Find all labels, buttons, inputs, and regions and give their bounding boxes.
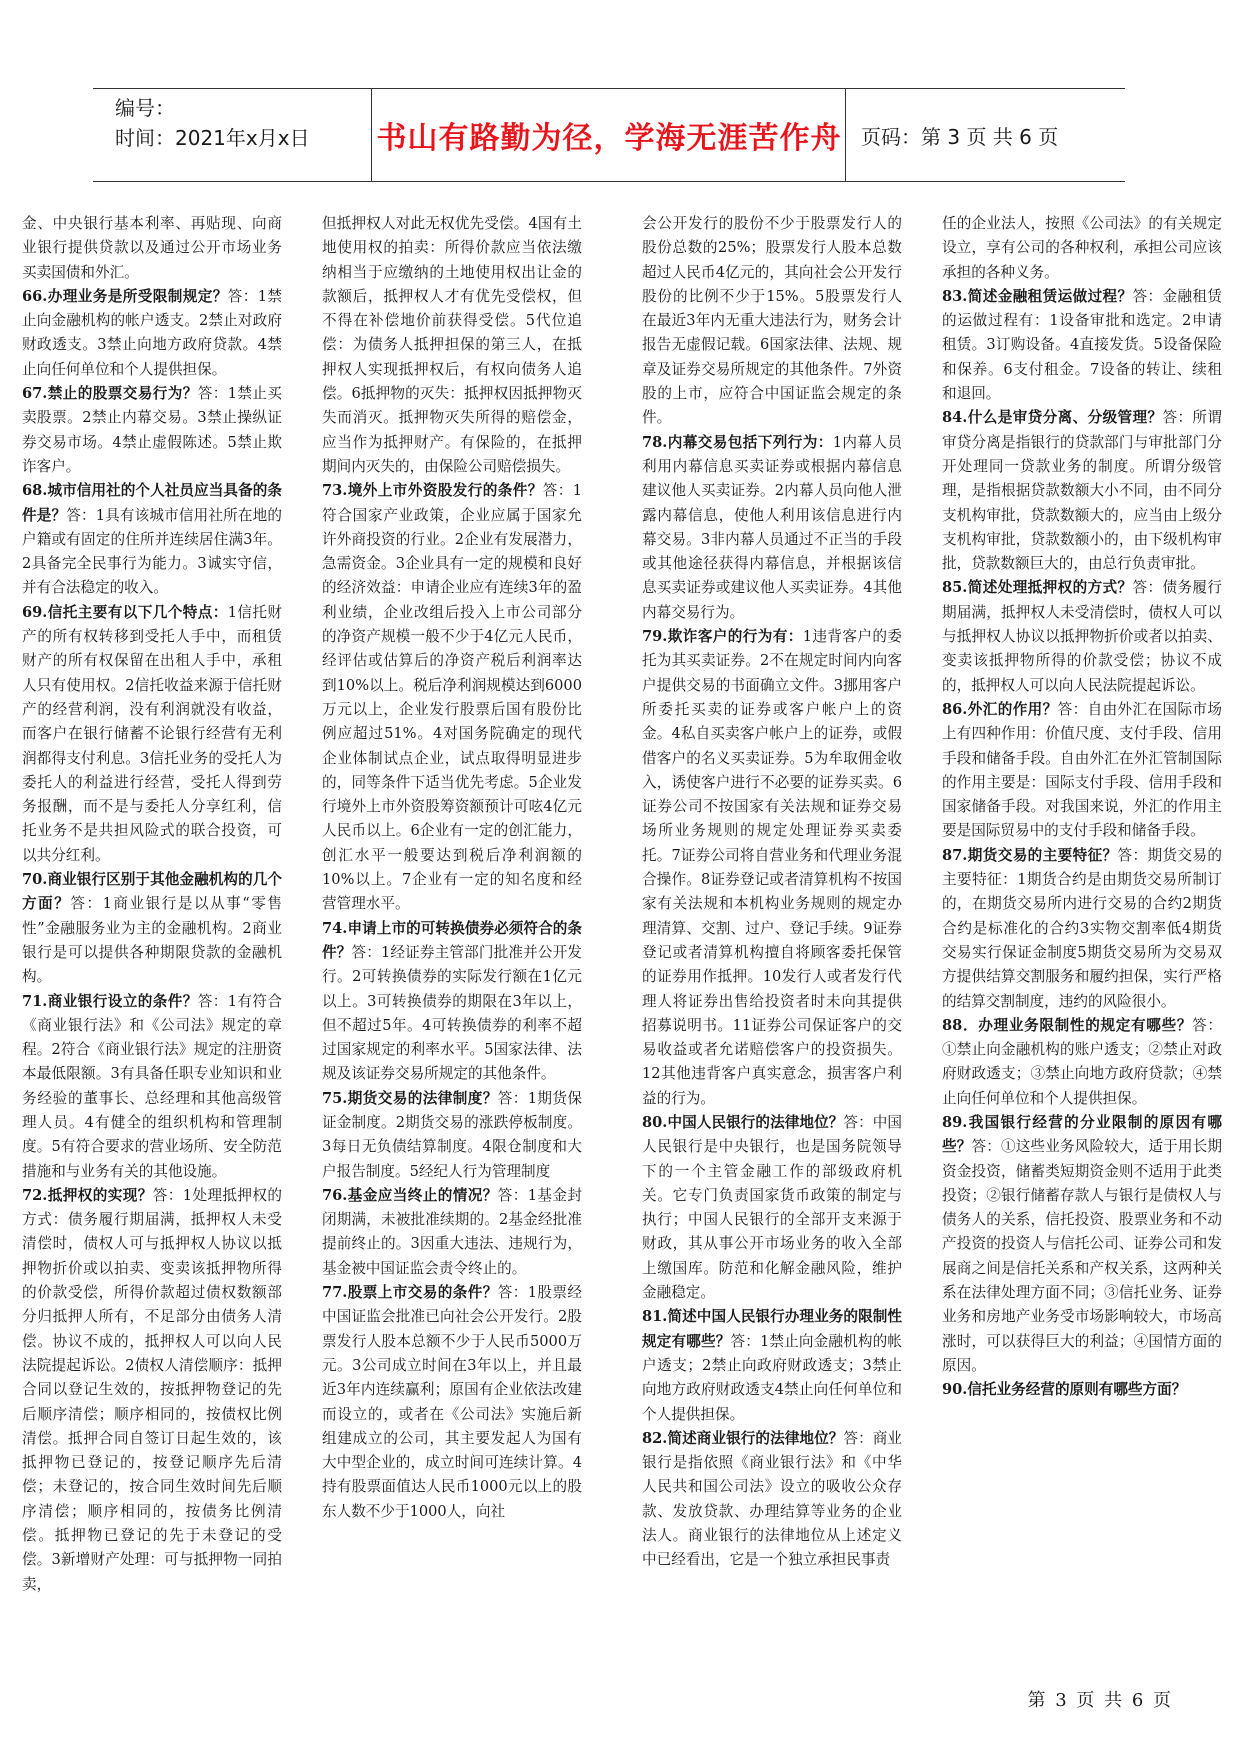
question-heading: 90.信托业务经营的原则有哪些方面？ [942, 1381, 1187, 1399]
qa-paragraph [942, 285, 1222, 406]
header-divider-left [371, 89, 372, 181]
answer-text: 答：1商业银行是以从事“零售性”金融服务业为主的金融机构。2商业银行是可以提供各种期限贷款的金融机构。 [22, 895, 282, 986]
answer-text: 答：1禁止向金融机构的帐户透支；2禁止向政府财政透支；3禁止向地方政府财政透支4禁止向任何单位和个人提供担保。 [642, 1332, 902, 1423]
qa-paragraph [642, 431, 902, 625]
answer-text: 会公开发行的股份不少于股票发行人的股份总数的25%；股票发行人股本总数超过人民币4亿元的，其向社会公开发行股份的比例不少于15%。5股票发行人在最近3年内无重大违法行为，财务会计报告无虚假记载。6国家法律、法规、规章及证券交易所规定的其他条件。7外资股的上市，应符合中国证监会规定的条件。 [642, 215, 902, 427]
question-heading: 87.期货交易的主要特征？ [942, 846, 1118, 864]
qa-paragraph [322, 212, 582, 479]
header-divider-right [845, 89, 846, 181]
qa-paragraph [942, 576, 1222, 697]
answer-text: 答：1符合国家产业政策，企业应属于国家允许外商投资的行业。2企业有发展潜力，急需资金。3企业具有一定的规模和良好的经济效益：申请企业应有连续3年的盈利业绩，企业改组后投入上市公司部分的净资产规模一般不少于4亿元人民币，经评估或估算后的净资产税后利润率达到10%以上。税后净利润规模达到6000万元以上，企业发行股票后国有股份比例应超过51%。4对国务院确定的现代企业体制试点企业，试点取得明显进步的，同等条件下适当优先考虑。5企业发行境外上市外资股筹资额预计可呟4亿元人民币以上。6企业有一定的创汇能力，创汇水平一般要达到税后净利润额的10%以上。7企业有一定的知名度和经营管理水平。 [322, 482, 582, 913]
question-heading: 88．办理业务限制性的规定有哪些？ [942, 1016, 1193, 1034]
question-heading: 72.抵押权的实现？ [22, 1186, 153, 1204]
question-heading: 79.欺诈客户的行为有： [642, 628, 803, 646]
answer-text: 1违背客户的委托为其买卖证券。2不在规定时间内向客户提供交易的书面确立文件。3挪用客户所委托买卖的证券或客户帐户上的资金。4私自买卖客户帐户上的证券，或假借客户的名义买卖证券。5为牟取佣金收入，诱使客户进行不必要的证券买卖。6证券公司不按国家有关法规和证券交易场所业务规则的规定处理证券买卖委托。7证券公司将自营业务和代理业务混合操作。8证券登记或者清算机构不按国家有关法规和本机构业务规则的规定办理清算、交割、过户、登记手续。9证券登记或者清算机构擅自将顾客委托保管的证券用作抵押。10发行人或者发行代理人将证券出售给投资者时未向其提供招募说明书。11证券公司保证客户的交易收益或者允诺赔偿客户的投资损失。12其他违背客户真实意念，损害客户利益的行为。 [642, 628, 902, 1107]
answer-text: 答：1有符合《商业银行法》和《公司法》规定的章程。2符合《商业银行法》规定的注册资本最低限额。3有具备任职专业知识和业务经验的董事长、总经理和其他高级管理人员。4有健全的组织机构和管理制度。5有符合要求的营业场所、安全防范措施和与业务有关的其他设施。 [22, 992, 282, 1180]
answer-text: 金、中央银行基本利率、再贴现、向商业银行提供贷款以及通过公开市场业务买卖国债和外汇。 [22, 215, 282, 281]
question-heading: 66.办理业务是所受限制规定？ [22, 287, 228, 305]
text-column-2 [322, 212, 582, 1612]
answer-text: 答：期货交易的主要特征：1期货合约是由期货交易所制订的，在期货交易所内进行交易的合约2期货合约是标准化的合约3实物交割率低4期货交易实行保证金制度5期货交易所为交易双方提供结算交割服务和履约担保，实行严格的结算交割制度，违约的风险很小。 [942, 846, 1222, 1010]
text-column-4 [942, 212, 1222, 1612]
qa-paragraph [642, 1305, 902, 1426]
question-heading: 76.基金应当终止的情况？ [322, 1186, 498, 1204]
qa-paragraph [322, 1281, 582, 1524]
serial-label: 编号： [115, 96, 175, 120]
qa-paragraph [642, 625, 902, 1111]
question-heading: 75.期货交易的法律制度？ [322, 1089, 498, 1107]
answer-text: 答：自由外汇在国际市场上有四种作用：价值尺度、支付手段、信用手段和储备手段。自由外汇在外汇管制国际的作用主要是：国际支付手段、信用手段和国家储备手段。对我国来说，外汇的作用主要是国际贸易中的支付手段和储备手段。 [942, 700, 1222, 840]
question-heading: 77.股票上市交易的条件？ [322, 1284, 498, 1302]
qa-paragraph [942, 1378, 1222, 1402]
answer-text: 答：1处理抵押权的方式：债务履行期届满，抵押权人未受清偿时，债权人可与抵押权人协议以抵押物折价或以拍卖、变卖该抵押物所得的价款受偿，所得价款超过债权数额部分归抵押人所有，不足部分由债务人清偿。协议不成的，抵押权人可以向人民法院提起诉讼。2债权人清偿顺序：抵押合同以登记生效的，按抵押物登记的先后顺序清偿；顺序相同的，按债权比例清偿。抵押合同自签订日起生效的，该抵押物已登记的，按登记顺序先后清偿；未登记的，按合同生效时间先后顺序清偿；顺序相同的，按债务比例清偿。抵押物已登记的先于未登记的受偿。3新增财产处理：可与抵押物一同拍卖， [22, 1186, 282, 1593]
question-heading: 85.简述处理抵押权的方式？ [942, 579, 1133, 597]
question-heading: 67.禁止的股票交易行为？ [22, 385, 198, 403]
answer-text: 答：1股票经中国证监会批准已向社会公开发行。2股票发行人股本总额不少于人民币5000万元。3公司成立时间在3年以上，并且最近3年内连续赢利；原国有企业依法改建而设立的，或者在《公司法》实施后新组建成立的公司，其主要发起人为国有大中型企业的，成立时间可连续计算。4持有股票面值达人民币1000元以上的股东人数不少于1000人，向社 [322, 1284, 582, 1520]
answer-text: 答：金融租赁的运做过程有：1设备审批和选定。2申请租赁。3订购设备。4直接发货。5设备保险和保养。6支付租金。7设备的转让、续租和退回。 [942, 287, 1222, 403]
text-column-3 [642, 212, 902, 1612]
answer-text: 答：所谓审贷分离是指银行的贷款部门与审批部门分开处理同一贷款业务的制度。所谓分级管理，是指根据贷款数额大小不同，由不同分支机构审批，贷款数额大的，应当由上级分支机构审批，贷款数额小的，由下级机构审批，贷款数额巨大的，由总行负责审批。 [942, 409, 1222, 573]
qa-paragraph [322, 917, 582, 1087]
question-heading: 74.申请上市的可转换债券必须符合的条件？ [322, 919, 582, 961]
qa-paragraph [942, 1111, 1222, 1378]
qa-paragraph [322, 1184, 582, 1281]
qa-paragraph [22, 868, 282, 989]
question-heading: 82.简述商业银行的法律地位？ [642, 1429, 844, 1447]
header-motto: 书山有路勤为径，学海无涯苦作舟 [376, 121, 842, 156]
answer-text: 答：中国人民银行是中央银行，也是国务院领导下的一个主管金融工作的部级政府机关。它专门负责国家货币政策的制定与执行；中国人民银行的全部开支来源于财政，其从事公开市场业务的收入全部上缴国库。防范和化解金融风险，维护金融稳定。 [642, 1113, 902, 1302]
answer-text: 答：债务履行期届满，抵押权人未受清偿时，债权人可以与抵押权人协议以抵押物折价或者以拍卖、变卖该抵押物所得的价款受偿；协议不成的，抵押权人可以向人民法院提起诉讼。 [942, 579, 1222, 694]
question-heading: 86.外汇的作用？ [942, 700, 1058, 718]
answer-text: 答：1禁止向金融机构的帐户透支。2禁止对政府财政透支。3禁止向地方政府贷款。4禁止向任何单位和个人提供担保。 [22, 287, 282, 378]
qa-paragraph [22, 990, 282, 1184]
header-meta [115, 93, 310, 153]
answer-text: 答：1基金封闭期满，未被批准续期的。2基金经批准提前终止的。3因重大违法、违规行为，基金被中国证监会责令终止的。 [322, 1186, 582, 1277]
qa-paragraph [642, 212, 902, 431]
question-heading: 69.信托主要有以下几个特点： [22, 603, 228, 621]
qa-paragraph [942, 844, 1222, 1014]
question-heading: 81.简述中国人民银行办理业务的限制性规定有哪些？ [642, 1308, 902, 1350]
answer-text: 1信托财产的所有权转移到受托人手中，而租赁财产的所有权保留在出租人手中，承租人只有使用权。2信托收益来源于信托财产的经营利润，没有利润就没有收益，而客户在银行储蓄不论银行经营有无利润都得支付利息。3信托业务的受托人为委托人的利益进行经营，受托人得到劳务报酬，而不是与委托人分享红利，信托业务不是共担风险式的联合投资，可以共分红利。 [22, 603, 282, 864]
answer-text: 答：1禁止买卖股票。2禁止内幕交易。3禁止操纵证券交易市场。4禁止虚假陈述。5禁止欺诈客户。 [22, 385, 282, 475]
answer-text: 任的企业法人，按照《公司法》的有关规定设立，享有公司的各种权利，承担公司应该承担的各种义务。 [942, 215, 1222, 281]
question-heading: 80.中国人民银行的法律地位？ [642, 1113, 844, 1131]
qa-paragraph [642, 1427, 902, 1573]
qa-paragraph [942, 406, 1222, 576]
qa-paragraph [322, 1087, 582, 1184]
page-footer: 第 3 页 共 6 页 [1027, 1690, 1173, 1711]
header-page-code: 页码：第 3 页 共 6 页 [861, 124, 1059, 149]
question-heading: 84.什么是审贷分离、分级管理？ [942, 409, 1163, 427]
question-heading: 78.内幕交易包括下列行为： [642, 433, 833, 451]
qa-paragraph [22, 479, 282, 600]
qa-paragraph [22, 601, 282, 868]
answer-text: 答：1期货保证金制度。2期货交易的涨跌停板制度。3每日无负债结算制度。4限仓制度和大户报告制度。5经纪人行为管理制度 [322, 1089, 582, 1180]
question-heading: 70.商业银行区别于其他金融机构的几个方面？ [22, 871, 282, 913]
answer-text: 答：①禁止向金融机构的账户透支；②禁止对政府财政透支；③禁止向地方政府贷款；④禁止向任何单位和个人提供担保。 [942, 1016, 1222, 1107]
answer-text: 1内幕人员利用内幕信息买卖证券或根据内幕信息建议他人买卖证券。2内幕人员向他人泄露内幕信息，使他人利用该信息进行内幕交易。3非内幕人员通过不正当的手段或其他途径获得内幕信息，并根据该信息买卖证券或建议他人买卖证券。4其他内幕交易行为。 [642, 433, 902, 621]
question-heading: 71.商业银行设立的条件？ [22, 992, 198, 1010]
answer-text: 答：1经证券主管部门批准并公开发行。2可转换债券的实际发行额在1亿元以上。3可转换债券的期限在3年以上，但不超过5年。4可转换债券的利率不超过国家规定的利率水平。5国家法律、法规及该证券交易所规定的其他条件。 [322, 943, 582, 1083]
qa-paragraph [22, 285, 282, 382]
question-heading: 73.境外上市外资股发行的条件？ [322, 482, 543, 500]
question-heading: 68.城市信用社的个人社员应当具备的条件是？ [22, 482, 282, 524]
answer-text: 但抵押权人对此无权优先受偿。4国有土地使用权的拍卖：所得价款应当依法缴纳相当于应缴纳的土地使用权出让金的款额后，抵押权人才有优先受偿权，但不得在补偿地价前获得受偿。5代位追偿：为债务人抵押担保的第三人，在抵押权人实现抵押权后，有权向债务人追偿。6抵押物的灭失：抵押权因抵押物灭失而消灭。抵押物灭失所得的赔偿金，应当作为抵押财产。有保险的，在抵押期间内灭失的，由保险公司赔偿损失。 [322, 215, 582, 475]
qa-paragraph [22, 382, 282, 479]
question-heading: 83.简述金融租赁运做过程？ [942, 287, 1133, 305]
qa-paragraph [942, 212, 1222, 285]
qa-paragraph [22, 1184, 282, 1597]
answer-text: 答：商业银行是指依照《商业银行法》和《中华人民共和国公司法》设立的吸收公众存款、发放贷款、办理结算等业务的企业法人。商业银行的法律地位从上述定义中已经看出，它是一个独立承担民事责 [642, 1429, 902, 1569]
page-header [93, 88, 1125, 182]
qa-paragraph [322, 479, 582, 916]
answer-text: 答：1具有该城市信用社所在地的户籍或有固定的住所并连续居住满3年。2具备完全民事行为能力。3诚实守信，并有合法稳定的收入。 [22, 506, 282, 597]
qa-paragraph [642, 1111, 902, 1305]
qa-paragraph [942, 1014, 1222, 1111]
answer-text: 答：①这些业务风险较大，适于用长期资金投资，储蓄类短期资金则不适用于此类投资；②银行储蓄存款人与银行是债权人与债务人的关系，信托投资、股票业务和不动产投资的投资人与信托公司、证券公司和发展商之间是信托关系和产权关系，这两种关系在法律处理方面不同；③信托业务、证券业务和房地产业务受市场影响较大，市场高涨时，可以获得巨大的利益；④国情方面的原因。 [942, 1138, 1222, 1374]
time-label: 时间：2021年x月x日 [115, 126, 310, 150]
qa-paragraph [942, 698, 1222, 844]
question-heading: 89.我国银行经营的分业限制的原因有哪些？ [942, 1113, 1222, 1156]
qa-paragraph [22, 212, 282, 285]
text-column-1 [22, 212, 282, 1612]
body-columns [22, 212, 1222, 1612]
